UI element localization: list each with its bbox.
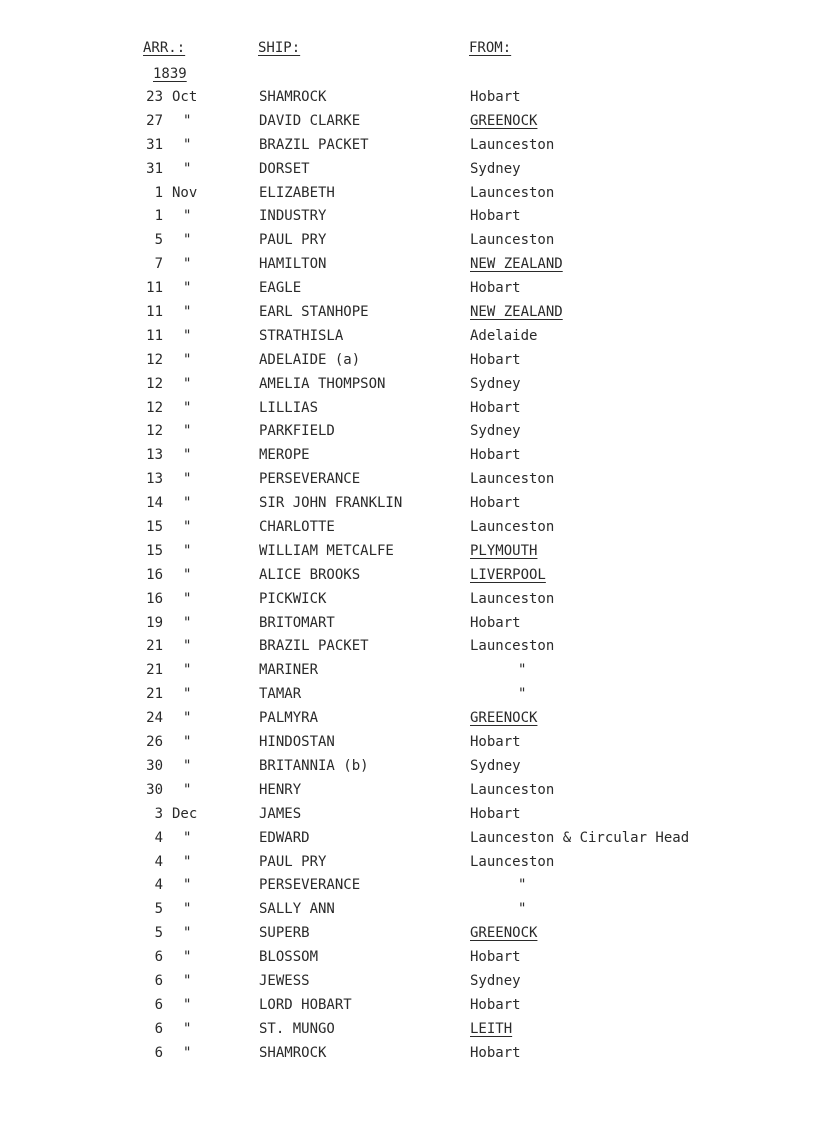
origin-port: Hobart	[470, 447, 521, 464]
origin-port: Sydney	[470, 160, 521, 177]
origin-port: "	[518, 662, 527, 679]
arrival-day: 3	[154, 805, 163, 822]
arrival-row	[0, 591, 816, 615]
arrival-month: Oct	[172, 89, 198, 105]
arrival-day: 5	[154, 232, 163, 249]
arrival-row	[0, 495, 816, 519]
ship-name: JAMES	[259, 805, 302, 822]
ship-name: HINDOSTAN	[259, 734, 335, 751]
arrival-row	[0, 304, 816, 328]
arrival-month: "	[183, 256, 192, 273]
ship-name: BLOSSOM	[259, 949, 319, 966]
arrival-row	[0, 901, 816, 925]
arrival-day: 5	[154, 925, 163, 942]
origin-port: NEW ZEALAND	[470, 304, 563, 321]
origin-port: Hobart	[470, 996, 521, 1013]
arrival-row	[0, 256, 816, 280]
arrival-row	[0, 925, 816, 949]
arrival-day: 1	[154, 184, 163, 201]
origin-port: Hobart	[470, 280, 521, 297]
arrival-month: "	[183, 112, 192, 129]
origin-port: LEITH	[470, 1020, 513, 1037]
ship-name: EDWARD	[259, 829, 310, 846]
arrival-month: "	[183, 280, 192, 297]
origin-port: Hobart	[470, 208, 521, 225]
ship-name: ST. MUNGO	[259, 1020, 335, 1037]
arrival-month: "	[183, 519, 192, 536]
ship-name: MARINER	[259, 662, 319, 679]
arrival-month: "	[183, 1020, 192, 1037]
arrival-row	[0, 376, 816, 400]
arrival-row	[0, 662, 816, 686]
ship-name: INDUSTRY	[259, 208, 327, 225]
ship-name: MEROPE	[259, 447, 310, 464]
arrival-month: "	[183, 996, 192, 1013]
arrival-month: "	[183, 949, 192, 966]
origin-port: Launceston	[470, 519, 555, 536]
arrival-row	[0, 806, 816, 830]
arrival-day: 31	[146, 136, 163, 153]
header-arrival: ARR.:	[143, 40, 186, 56]
arrival-day: 6	[154, 1044, 163, 1061]
origin-port: Hobart	[470, 614, 521, 631]
ship-name: HENRY	[259, 781, 302, 798]
ship-name: SIR JOHN FRANKLIN	[259, 495, 403, 512]
arrival-month: "	[183, 471, 192, 488]
arrival-month: "	[183, 327, 192, 344]
arrival-row	[0, 686, 816, 710]
arrival-month: "	[183, 566, 192, 583]
origin-port: Sydney	[470, 757, 521, 774]
origin-port: Launceston	[470, 184, 555, 201]
arrival-month: "	[183, 495, 192, 512]
arrival-month: "	[183, 662, 192, 679]
arrival-month: "	[183, 925, 192, 942]
arrival-day: 14	[146, 495, 163, 512]
ship-name: ADELAIDE (a)	[259, 351, 361, 368]
arrival-row	[0, 973, 816, 997]
origin-port: Hobart	[470, 1044, 521, 1061]
ship-name: STRATHISLA	[259, 327, 344, 344]
arrival-day: 21	[146, 662, 163, 679]
ship-name: TAMAR	[259, 686, 302, 703]
arrival-month: "	[183, 399, 192, 416]
arrival-day: 13	[146, 471, 163, 488]
arrival-day: 12	[146, 399, 163, 416]
ship-name: SHAMROCK	[259, 1044, 327, 1061]
ship-name: BRITOMART	[259, 614, 335, 631]
arrival-day: 12	[146, 375, 163, 392]
ship-name: SHAMROCK	[259, 89, 327, 105]
arrival-row	[0, 782, 816, 806]
arrival-month: "	[183, 304, 192, 321]
arrival-row	[0, 423, 816, 447]
ship-name: SALLY ANN	[259, 901, 335, 918]
arrival-day: 6	[154, 996, 163, 1013]
ship-name: BRITANNIA (b)	[259, 757, 369, 774]
arrival-month: "	[183, 614, 192, 631]
ship-name: SUPERB	[259, 925, 310, 942]
arrival-day: 1	[154, 208, 163, 225]
arrival-row	[0, 185, 816, 209]
arrival-row	[0, 208, 816, 232]
header-from: FROM:	[469, 40, 512, 56]
arrival-day: 5	[154, 901, 163, 918]
origin-port: Adelaide	[470, 327, 538, 344]
arrival-row	[0, 758, 816, 782]
arrival-day: 4	[154, 853, 163, 870]
arrival-row	[0, 89, 816, 113]
origin-port: GREENOCK	[470, 925, 538, 942]
ship-name: WILLIAM METCALFE	[259, 542, 394, 559]
origin-port: Launceston	[470, 781, 555, 798]
arrival-day: 6	[154, 972, 163, 989]
origin-port: NEW ZEALAND	[470, 256, 563, 273]
origin-port: Sydney	[470, 423, 521, 440]
arrival-row	[0, 567, 816, 591]
arrival-row	[0, 137, 816, 161]
arrival-row	[0, 877, 816, 901]
arrival-row	[0, 232, 816, 256]
arrival-month: "	[183, 853, 192, 870]
arrival-row	[0, 519, 816, 543]
ship-name: PAUL PRY	[259, 853, 327, 870]
ship-name: JEWESS	[259, 972, 310, 989]
arrival-day: 21	[146, 686, 163, 703]
ship-name: PERSEVERANCE	[259, 471, 361, 488]
ship-name: BRAZIL PACKET	[259, 136, 369, 153]
origin-port: GREENOCK	[470, 112, 538, 129]
arrival-row	[0, 710, 816, 734]
arrival-month: "	[183, 781, 192, 798]
arrival-month: "	[183, 136, 192, 153]
arrival-row	[0, 1021, 816, 1045]
origin-port: "	[518, 877, 527, 894]
origin-port: Sydney	[470, 375, 521, 392]
origin-port: PLYMOUTH	[470, 542, 538, 559]
ship-name: PAUL PRY	[259, 232, 327, 249]
arrival-row	[0, 543, 816, 567]
arrival-day: 11	[146, 304, 163, 321]
arrivals-list	[0, 89, 816, 1069]
arrival-month: "	[183, 590, 192, 607]
ship-name: BRAZIL PACKET	[259, 638, 369, 655]
arrival-row	[0, 113, 816, 137]
arrival-month: "	[183, 972, 192, 989]
arrival-month: "	[183, 423, 192, 440]
arrival-day: 11	[146, 327, 163, 344]
arrival-month: "	[183, 686, 192, 703]
ship-name: PICKWICK	[259, 590, 327, 607]
arrival-month: "	[183, 160, 192, 177]
origin-port: LIVERPOOL	[470, 566, 546, 583]
arrival-day: 6	[154, 949, 163, 966]
arrival-month: "	[183, 638, 192, 655]
arrival-month: Dec	[172, 805, 198, 822]
origin-port: "	[518, 901, 527, 918]
arrival-month: "	[183, 710, 192, 727]
arrival-month: "	[183, 829, 192, 846]
origin-port: Launceston	[470, 136, 555, 153]
arrival-month: "	[183, 757, 192, 774]
arrival-row	[0, 997, 816, 1021]
arrival-row	[0, 1045, 816, 1069]
arrival-month: "	[183, 375, 192, 392]
origin-port: GREENOCK	[470, 710, 538, 727]
arrival-day: 15	[146, 519, 163, 536]
arrival-row	[0, 447, 816, 471]
origin-port: Sydney	[470, 972, 521, 989]
origin-port: Launceston & Circular Head	[470, 829, 690, 846]
origin-port: Hobart	[470, 351, 521, 368]
ship-name: HAMILTON	[259, 256, 327, 273]
origin-port: "	[518, 686, 527, 703]
arrival-day: 30	[146, 781, 163, 798]
arrival-day: 24	[146, 710, 163, 727]
arrival-row	[0, 638, 816, 662]
origin-port: Hobart	[470, 805, 521, 822]
arrival-row	[0, 615, 816, 639]
arrival-row	[0, 328, 816, 352]
arrival-month: "	[183, 877, 192, 894]
arrival-day: 30	[146, 757, 163, 774]
arrival-day: 12	[146, 351, 163, 368]
header-ship: SHIP:	[258, 40, 301, 56]
origin-port: Hobart	[470, 949, 521, 966]
arrival-month: "	[183, 901, 192, 918]
arrival-day: 4	[154, 877, 163, 894]
year-label: 1839	[153, 66, 187, 82]
ship-name: DAVID CLARKE	[259, 112, 361, 129]
ship-name: PERSEVERANCE	[259, 877, 361, 894]
origin-port: Launceston	[470, 853, 555, 870]
arrival-day: 13	[146, 447, 163, 464]
origin-port: Launceston	[470, 471, 555, 488]
arrival-day: 31	[146, 160, 163, 177]
ship-name: LILLIAS	[259, 399, 319, 416]
arrival-day: 27	[146, 112, 163, 129]
origin-port: Hobart	[470, 399, 521, 416]
arrival-month: "	[183, 447, 192, 464]
arrival-month: "	[183, 734, 192, 751]
arrival-month: "	[183, 542, 192, 559]
ship-name: PARKFIELD	[259, 423, 335, 440]
origin-port: Launceston	[470, 638, 555, 655]
arrival-row	[0, 400, 816, 424]
arrival-month: "	[183, 1044, 192, 1061]
arrival-day: 15	[146, 542, 163, 559]
arrival-row	[0, 949, 816, 973]
arrival-row	[0, 830, 816, 854]
origin-port: Hobart	[470, 495, 521, 512]
origin-port: Launceston	[470, 590, 555, 607]
arrival-day: 16	[146, 566, 163, 583]
origin-port: Hobart	[470, 734, 521, 751]
arrival-day: 21	[146, 638, 163, 655]
ship-name: PALMYRA	[259, 710, 319, 727]
arrival-month: "	[183, 351, 192, 368]
ship-name: EARL STANHOPE	[259, 304, 369, 321]
arrival-row	[0, 854, 816, 878]
arrival-day: 19	[146, 614, 163, 631]
ship-name: ELIZABETH	[259, 184, 335, 201]
ship-name: LORD HOBART	[259, 996, 352, 1013]
origin-port: Hobart	[470, 89, 521, 105]
arrival-day: 12	[146, 423, 163, 440]
ship-name: EAGLE	[259, 280, 302, 297]
arrival-day: 11	[146, 280, 163, 297]
ship-name: DORSET	[259, 160, 310, 177]
arrival-row	[0, 352, 816, 376]
arrival-day: 6	[154, 1020, 163, 1037]
arrival-month: "	[183, 208, 192, 225]
arrival-row	[0, 734, 816, 758]
arrival-row	[0, 161, 816, 185]
arrival-day: 26	[146, 734, 163, 751]
arrival-row	[0, 280, 816, 304]
arrival-month: "	[183, 232, 192, 249]
ship-name: ALICE BROOKS	[259, 566, 361, 583]
ship-name: AMELIA THOMPSON	[259, 375, 386, 392]
arrival-day: 16	[146, 590, 163, 607]
arrival-day: 7	[154, 256, 163, 273]
arrival-month: Nov	[172, 184, 198, 201]
arrival-day: 23	[146, 89, 163, 105]
arrival-day: 4	[154, 829, 163, 846]
origin-port: Launceston	[470, 232, 555, 249]
arrival-row	[0, 471, 816, 495]
ship-name: CHARLOTTE	[259, 519, 335, 536]
